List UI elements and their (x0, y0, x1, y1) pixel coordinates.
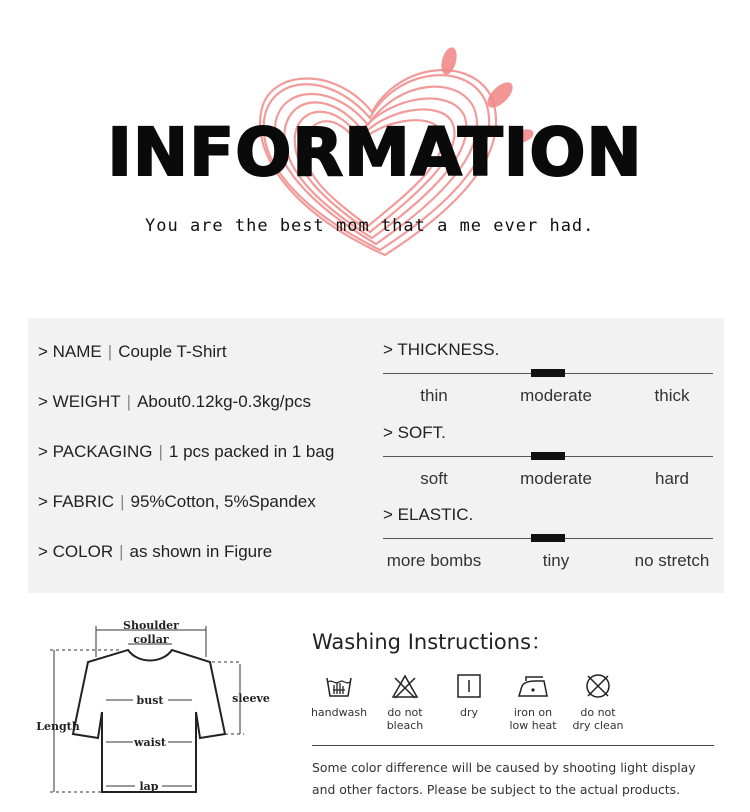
separator: | (120, 492, 125, 511)
scale-title-elastic: > ELASTIC. (383, 505, 474, 524)
header (0, 0, 750, 290)
tshirt-size-diagram (30, 612, 280, 812)
spec-key: > FABRIC (38, 492, 115, 511)
wash-label: handwash (310, 706, 368, 719)
spec-row-fabric (38, 492, 316, 512)
label-collar: collar (133, 633, 169, 646)
do-not-bleach-icon (390, 672, 420, 700)
spec-panel (28, 318, 724, 593)
wash-label: do not dry clean (572, 706, 624, 732)
divider (312, 745, 714, 746)
label-waist: waist (133, 736, 167, 749)
scale-label: no stretch (634, 551, 710, 570)
wash-item-do-not-bleach (370, 672, 440, 732)
spec-value: 95%Cotton, 5%Spandex (130, 492, 316, 511)
color-difference-note: Some color difference will be caused by shooting light display and other factors. Please be subject to the actual products. (312, 760, 696, 797)
wash-item-dry (434, 672, 504, 719)
separator: | (126, 392, 132, 411)
page-subtitle: You are the best mom that a me ever had. (145, 216, 595, 236)
label-sleeve: sleeve (232, 692, 270, 705)
label-length: Length (36, 720, 80, 733)
spec-row-packaging (38, 442, 334, 462)
scale-track-thickness (383, 373, 713, 374)
separator: | (158, 442, 163, 461)
scale-label: moderate (520, 469, 592, 488)
spec-key: > NAME (38, 342, 102, 361)
scale-title-soft: > SOFT. (383, 423, 446, 442)
scale-label: thin (420, 386, 448, 405)
scale-label: thick (654, 386, 690, 405)
spec-row-weight (38, 392, 311, 412)
scale-title-thickness: > THICKNESS. (383, 340, 500, 359)
wash-item-iron-low-heat (498, 672, 568, 732)
scale-indicator (531, 452, 565, 460)
tshirt-outline-icon (73, 650, 225, 792)
iron-low-heat-icon (516, 672, 550, 700)
spec-value: 1 pcs packed in 1 bag (168, 442, 335, 461)
spec-key: > PACKAGING (38, 442, 153, 461)
spec-value: Couple T-Shirt (118, 342, 227, 361)
separator: | (107, 342, 113, 361)
separator: | (119, 542, 124, 561)
wash-label: iron on low heat (509, 706, 557, 732)
spec-key: > COLOR (38, 542, 114, 561)
spec-value: as shown in Figure (129, 542, 273, 561)
handwash-icon (324, 672, 354, 700)
scale-label: soft (420, 469, 448, 488)
tumble-dry-icon (454, 672, 484, 700)
spec-key: > WEIGHT (38, 392, 121, 411)
spec-value: About0.12kg-0.3kg/pcs (137, 392, 311, 411)
washing-title: Washing Instructions： (312, 630, 553, 654)
scale-indicator (531, 534, 565, 542)
label-bust: bust (136, 694, 164, 707)
wash-item-do-not-dry-clean (563, 672, 633, 732)
wash-label: dry (459, 706, 478, 719)
label-shoulder: Shoulder (123, 619, 179, 632)
label-lap: lap (139, 780, 159, 793)
scale-label: hard (654, 469, 690, 488)
scale-label: tiny (542, 551, 570, 570)
spec-row-color (38, 542, 272, 562)
scale-label: moderate (520, 386, 592, 405)
wash-label: do not bleach (386, 706, 424, 732)
wash-item-handwash (304, 672, 374, 719)
scale-indicator (531, 369, 565, 377)
do-not-dry-clean-icon (583, 672, 613, 700)
scale-track-soft (383, 456, 713, 457)
scale-label: more bombs (386, 551, 482, 570)
spec-row-name (38, 342, 227, 362)
scale-track-elastic (383, 538, 713, 539)
page-title: INFORMATION (107, 114, 643, 191)
